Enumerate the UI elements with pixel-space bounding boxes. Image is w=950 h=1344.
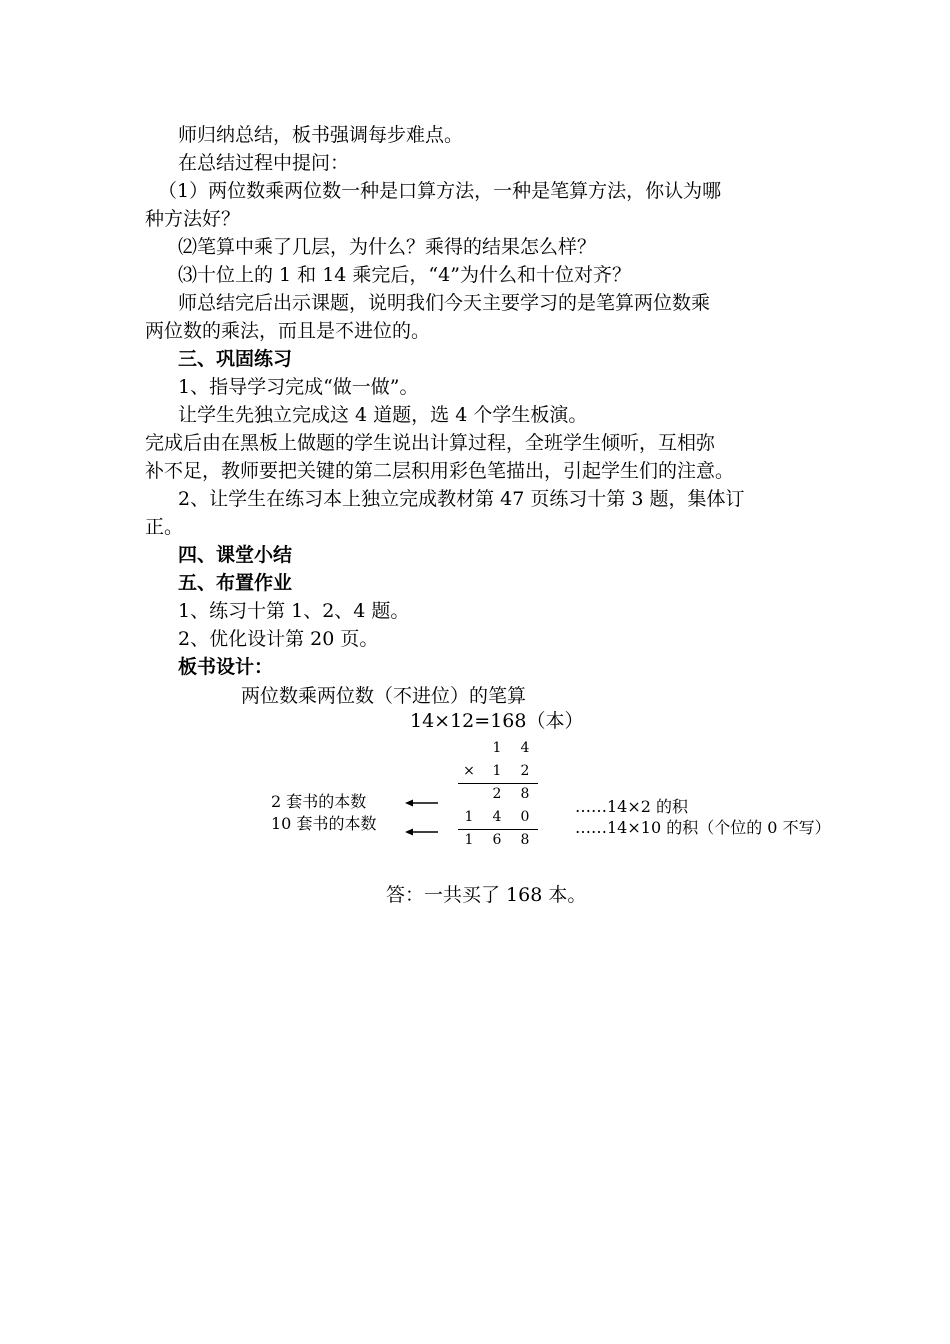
question-3: ⑶十位上的 1 和 14 乘完后，“4”为什么和十位对齐？ — [178, 264, 631, 286]
digit: 2 — [520, 763, 530, 779]
paragraph: 2、让学生在练习本上独立完成教材第 47 页练习十第 3 题，集体订 — [178, 488, 745, 510]
homework-item: 1、练习十第 1、2、4 题。 — [178, 600, 410, 622]
right-note: ……14×10 的积（个位的 0 不写） — [575, 818, 831, 837]
paragraph: 1、指导学习完成“做一做”。 — [178, 376, 419, 398]
question-1: （1）两位数乘两位数一种是口算方法，一种是笔算方法，你认为哪 — [158, 180, 722, 202]
board-equation: 14×12=168（本） — [410, 710, 584, 732]
digit: 1 — [492, 763, 502, 779]
left-arrow-icon — [405, 827, 439, 837]
left-label: 2 套书的本数 — [271, 792, 367, 811]
digit: 2 — [492, 786, 502, 802]
digit: 0 — [520, 809, 530, 825]
digit: 8 — [520, 786, 530, 802]
paragraph-continued: 正。 — [145, 516, 184, 538]
paragraph: 师总结完后出示课题，说明我们今天主要学习的是笔算两位数乘 — [178, 292, 711, 314]
paragraph: 在总结过程中提问： — [178, 152, 350, 174]
left-label: 10 套书的本数 — [271, 814, 377, 833]
board-title: 两位数乘两位数（不进位）的笔算 — [241, 685, 527, 707]
question-2: ⑵笔算中乘了几层，为什么？乘得的结果怎么样？ — [178, 236, 597, 258]
paragraph: 让学生先独立完成这 4 道题，选 4 个学生板演。 — [178, 404, 588, 426]
digit: 6 — [492, 832, 502, 848]
answer: 答：一共买了 168 本。 — [386, 884, 587, 906]
divider-line — [458, 783, 538, 784]
right-note: ……14×2 的积 — [575, 797, 689, 816]
paragraph: 完成后由在黑板上做题的学生说出计算过程，全班学生倾听，互相弥 — [145, 432, 716, 454]
left-arrow-icon — [405, 798, 439, 808]
digit: 1 — [464, 832, 474, 848]
multiply-sign: × — [463, 763, 475, 779]
paragraph: 师归纳总结，板书强调每步难点。 — [178, 124, 464, 146]
section-heading: 五、布置作业 — [178, 572, 293, 594]
section-heading: 四、课堂小结 — [178, 544, 293, 566]
divider-line — [458, 829, 538, 830]
digit: 4 — [492, 809, 502, 825]
paragraph-continued: 补不足，教师要把关键的第二层积用彩色笔描出，引起学生们的注意。 — [145, 460, 735, 482]
digit: 1 — [492, 740, 502, 756]
digit: 8 — [520, 832, 530, 848]
section-heading: 板书设计： — [178, 656, 274, 678]
digit: 1 — [464, 809, 474, 825]
question-1-continued: 种方法好？ — [145, 208, 241, 230]
digit: 4 — [520, 740, 530, 756]
section-heading: 三、巩固练习 — [178, 348, 293, 370]
homework-item: 2、优化设计第 20 页。 — [178, 628, 379, 650]
paragraph-continued: 两位数的乘法，而且是不进位的。 — [145, 320, 431, 342]
